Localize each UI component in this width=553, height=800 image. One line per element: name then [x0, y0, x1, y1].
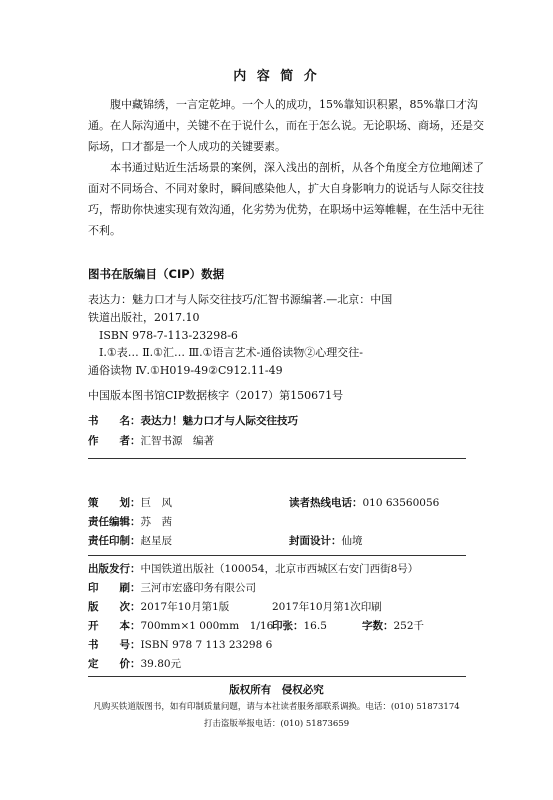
book-title-row [88, 414, 298, 429]
printing-manager: 赵星辰 [140, 535, 172, 547]
intro-paragraph-1: 腹中藏锦绣，一言定乾坤。一个人的成功，15%靠知识积累，85%靠口才沟通。在人际沟通中，关键不在于说什么，而在于怎么说。无论职场、商场，还是交际场，口才都是一个人成功的关键要素。 [88, 98, 484, 153]
cip-core-data: 中国版本图书馆CIP数据核字（2017）第150671号 [88, 389, 344, 402]
edition: 2017年10月第1版 [140, 601, 230, 613]
divider [88, 676, 466, 677]
hotline: 010 63560056 [362, 497, 440, 509]
cip-entry [88, 291, 488, 345]
intro-paragraph-2: 本书通过贴近生活场景的案例，深入浅出的剖析，从各个角度全方位地阐述了面对不同场合、不同对象时，瞬间感染他人，扩大自身影响力的说话与人际交往技巧，帮助你快速实现有效沟通，化劣势为优势，在职场中运筹帷幄，在生活中无往不利。 [88, 161, 484, 237]
intro-title: 内 容 简 介 [233, 69, 320, 84]
planner-label: 策 划： [88, 497, 141, 509]
printer-label: 印 刷： [88, 582, 141, 594]
sheets: 16.5 [303, 620, 327, 632]
editor-row [88, 515, 172, 530]
cip-classification [88, 344, 488, 380]
book-title: 表达力！魅力口才与人际交往技巧 [140, 415, 298, 427]
planner-row [88, 496, 172, 511]
book-title-label: 书 名： [88, 415, 141, 427]
edition-row [88, 600, 229, 615]
cip-isbn: ISBN 978-7-113-23298-6 [99, 329, 238, 342]
editor: 苏 茜 [140, 516, 172, 528]
words-label: 字数： [362, 620, 394, 632]
printing-manager-label: 责任印制： [88, 535, 141, 547]
price-row [88, 657, 181, 672]
cip-class-line-1: Ⅰ.①表… Ⅱ.①汇… Ⅲ.①语言艺术-通俗读物②心理交往- [99, 346, 363, 359]
planner: 巨 风 [140, 497, 172, 509]
book-author-row [88, 434, 214, 449]
book-author: 汇智书源 编著 [140, 435, 214, 447]
hotline-row [289, 496, 439, 511]
quality-notice: 凡购买铁道版图书，如有印制质量问题，请与本社读者服务部联系调换。电话：(010) 51873174 [93, 702, 460, 712]
price: 39.80元 [140, 658, 182, 670]
cip-entry-line-1: 表达力：魅力口才与人际交往技巧/汇智书源编著.—北京：中国 [88, 293, 393, 306]
price-label: 定 价： [88, 658, 141, 670]
cip-heading: 图书在版编目（CIP）数据 [88, 267, 225, 281]
hotline-label: 读者热线电话： [289, 497, 363, 509]
cover-design: 仙境 [341, 535, 363, 547]
format-label: 开 本： [88, 620, 141, 632]
cover-design-row [289, 534, 363, 549]
rights-notice: 版权所有 侵权必究 [229, 684, 324, 696]
print-run: 2017年10月第1次印刷 [272, 601, 382, 613]
isbn-label: 书 号： [88, 639, 141, 651]
printer: 三河市宏盛印务有限公司 [140, 582, 256, 594]
edition-label: 版 次： [88, 601, 141, 613]
publisher-label: 出版发行： [88, 563, 141, 575]
isbn-row [88, 638, 272, 653]
divider [88, 458, 466, 459]
isbn: ISBN 978 7 113 23298 6 [140, 639, 273, 651]
format-row [88, 619, 273, 634]
divider [88, 555, 466, 556]
printer-row [88, 581, 256, 596]
publisher-row [88, 562, 418, 577]
printing-manager-row [88, 534, 172, 549]
cover-design-label: 封面设计： [289, 535, 342, 547]
cip-class-line-2: 通俗读物 Ⅳ.①H019-49②C912.11-49 [88, 364, 283, 377]
sheets-row [272, 619, 327, 634]
cip-entry-line-2: 铁道出版社，2017.10 [88, 311, 200, 324]
piracy-hotline: 打击盗版举报电话：(010) 51873659 [203, 719, 350, 729]
sheets-label: 印张： [272, 620, 304, 632]
editor-label: 责任编辑： [88, 516, 141, 528]
book-author-label: 作 者： [88, 435, 141, 447]
publisher: 中国铁道出版社（100054，北京市西城区右安门西街8号） [140, 563, 419, 575]
format: 700mm×1 000mm 1/16 [140, 620, 274, 632]
words-row [362, 619, 424, 634]
words: 252千 [393, 620, 425, 632]
